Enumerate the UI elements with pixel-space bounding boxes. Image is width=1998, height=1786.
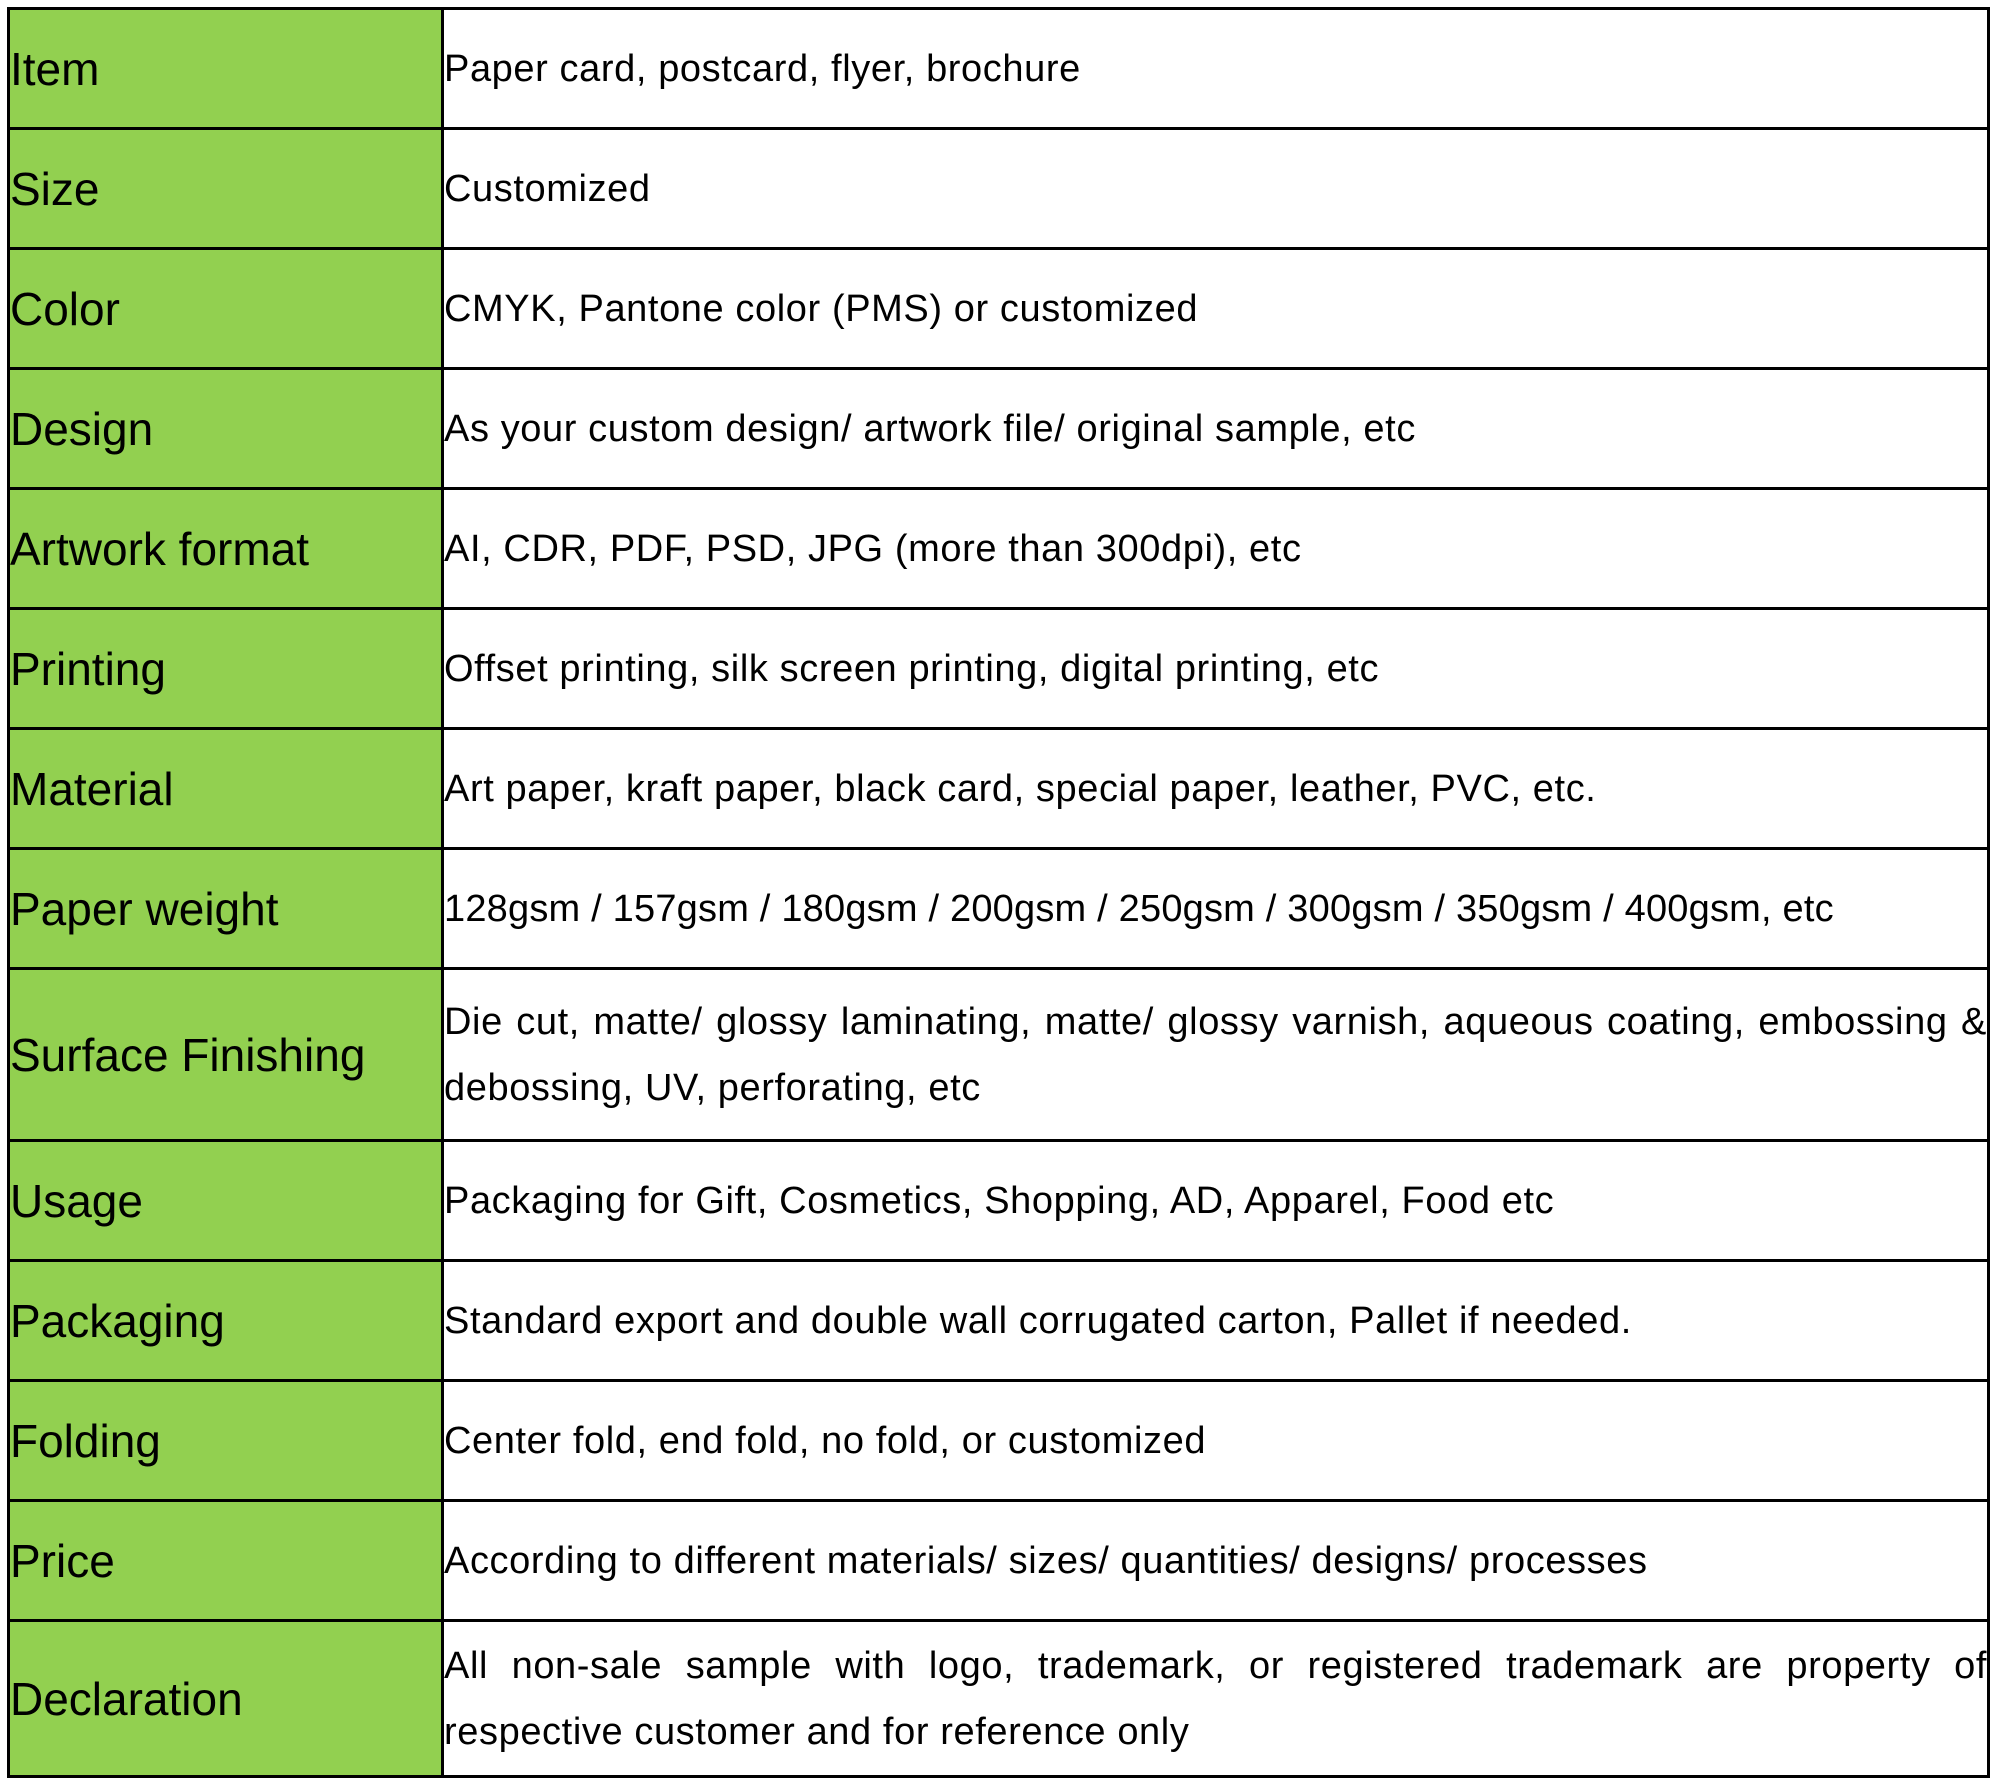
- row-value: Art paper, kraft paper, black card, special paper, leather, PVC, etc.: [443, 729, 1989, 849]
- row-label: Material: [9, 729, 443, 849]
- table-row: [9, 729, 1989, 849]
- table-row: [9, 1621, 1989, 1777]
- row-value: Die cut, matte/ glossy laminating, matte/ glossy varnish, aqueous coating, embossing & debossing, UV, perforating, etc: [443, 969, 1989, 1141]
- table-row: [9, 1501, 1989, 1621]
- table-row: [9, 1261, 1989, 1381]
- row-value: Center fold, end fold, no fold, or customized: [443, 1381, 1989, 1501]
- row-value: Customized: [443, 129, 1989, 249]
- table-row: [9, 849, 1989, 969]
- table-row: [9, 1141, 1989, 1261]
- row-label: Color: [9, 249, 443, 369]
- row-label: Size: [9, 129, 443, 249]
- table-row: [9, 489, 1989, 609]
- row-value: All non-sale sample with logo, trademark, or registered trademark are property of respective customer and for reference only: [443, 1621, 1989, 1777]
- table-row: [9, 369, 1989, 489]
- row-label: Paper weight: [9, 849, 443, 969]
- row-label: Item: [9, 9, 443, 129]
- row-value: 128gsm / 157gsm / 180gsm / 200gsm / 250gsm / 300gsm / 350gsm / 400gsm, etc: [443, 849, 1989, 969]
- product-spec-table: [7, 7, 1990, 1778]
- row-value: As your custom design/ artwork file/ original sample, etc: [443, 369, 1989, 489]
- row-value: Paper card, postcard, flyer, brochure: [443, 9, 1989, 129]
- row-label: Artwork format: [9, 489, 443, 609]
- row-label: Declaration: [9, 1621, 443, 1777]
- row-label: Printing: [9, 609, 443, 729]
- row-value: Packaging for Gift, Cosmetics, Shopping, AD, Apparel, Food etc: [443, 1141, 1989, 1261]
- table-row: [9, 249, 1989, 369]
- row-label: Surface Finishing: [9, 969, 443, 1141]
- row-label: Usage: [9, 1141, 443, 1261]
- table-row: [9, 129, 1989, 249]
- row-value: Standard export and double wall corrugated carton, Pallet if needed.: [443, 1261, 1989, 1381]
- row-value: AI, CDR, PDF, PSD, JPG (more than 300dpi), etc: [443, 489, 1989, 609]
- table-row: [9, 1381, 1989, 1501]
- row-value: According to different materials/ sizes/ quantities/ designs/ processes: [443, 1501, 1989, 1621]
- table-row: [9, 969, 1989, 1141]
- row-label: Design: [9, 369, 443, 489]
- row-value: CMYK, Pantone color (PMS) or customized: [443, 249, 1989, 369]
- table-row: [9, 609, 1989, 729]
- row-value: Offset printing, silk screen printing, digital printing, etc: [443, 609, 1989, 729]
- row-label: Folding: [9, 1381, 443, 1501]
- row-label: Price: [9, 1501, 443, 1621]
- table-row: [9, 9, 1989, 129]
- row-label: Packaging: [9, 1261, 443, 1381]
